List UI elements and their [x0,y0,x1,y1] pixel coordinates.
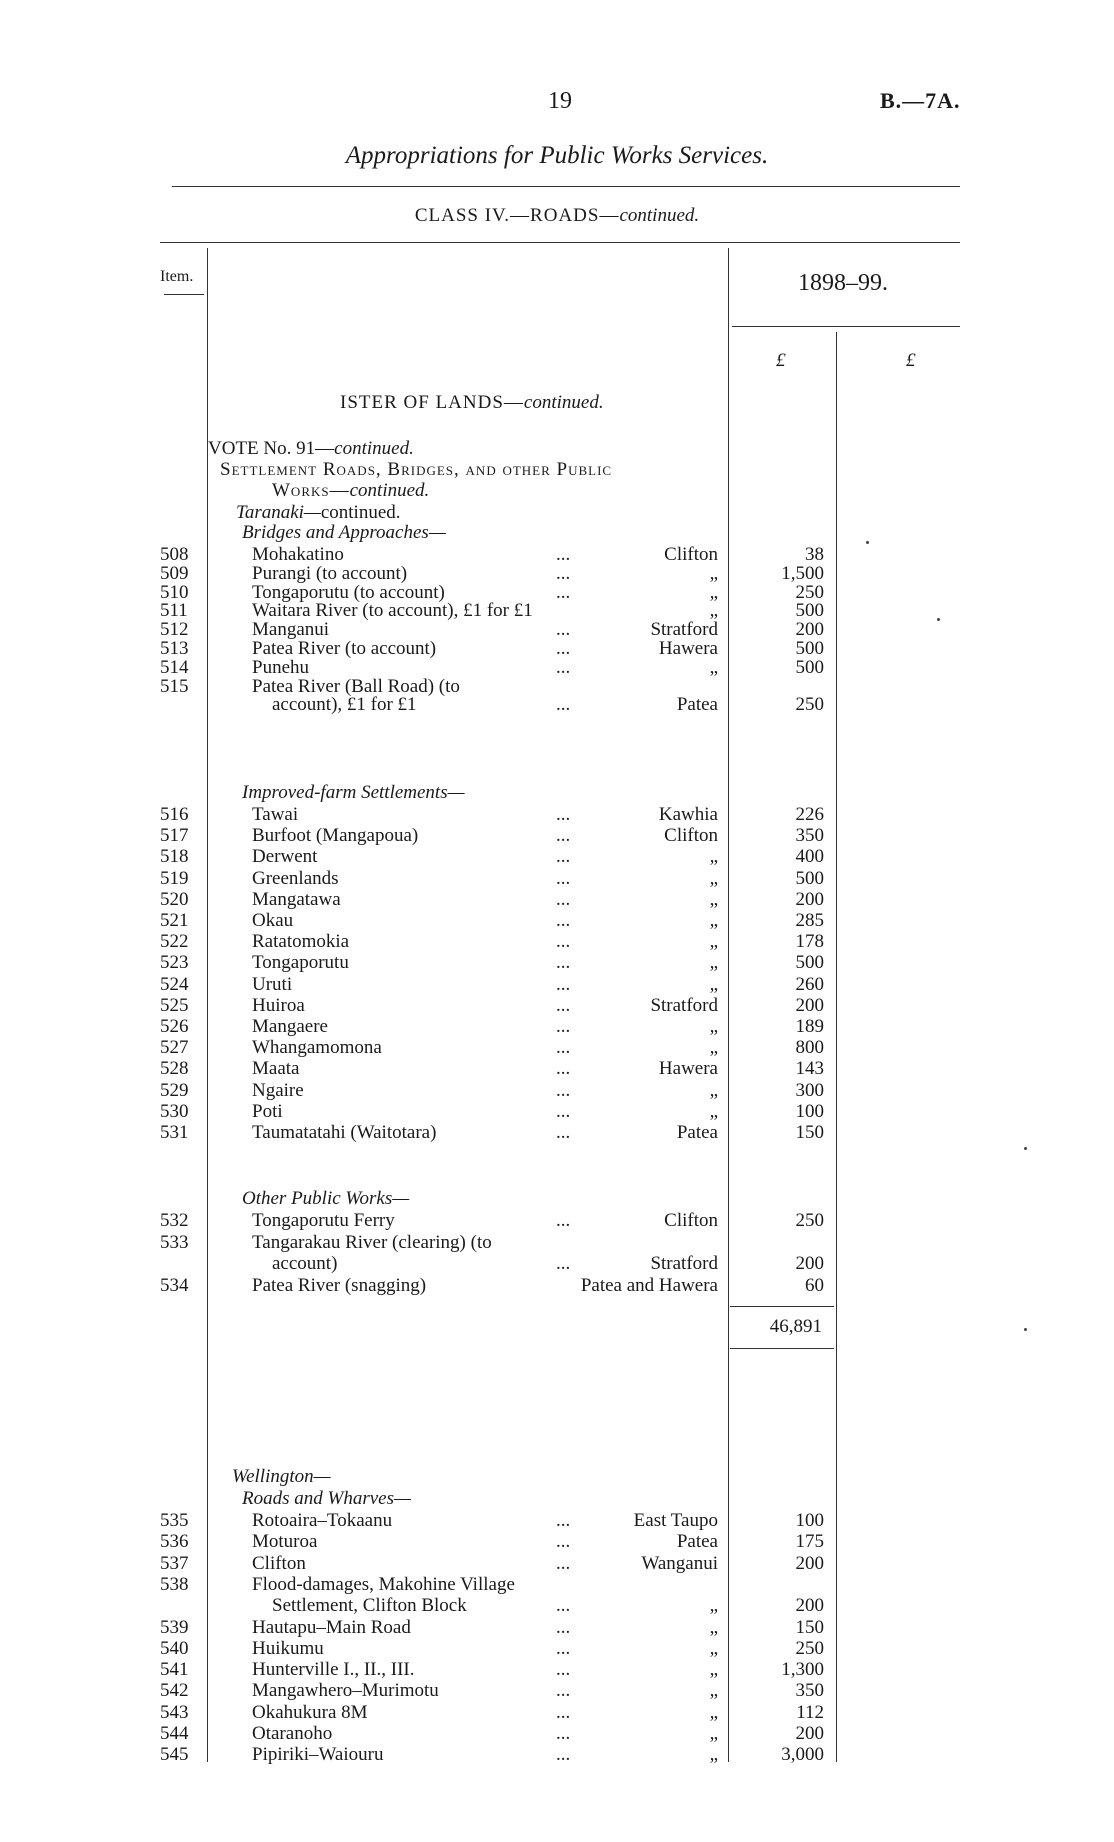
leader-dots: ... [556,1637,571,1659]
item-number: 514 [160,656,189,678]
item-location: „ [709,562,718,584]
item-amount: 250 [795,581,824,603]
item-location: Patea [676,1122,718,1143]
item-number: 538 [160,1573,189,1595]
leader-dots: ... [556,1037,571,1059]
item-description: Huiroa [252,994,305,1016]
item-description: Mangatawa [252,888,341,910]
table-row [0,1037,1114,1059]
item-number: 518 [160,846,189,868]
table-row [0,1016,1114,1038]
item-description: Pipiriki–Waiouru [252,1744,384,1766]
item-number: 534 [160,1274,189,1296]
item-number: 540 [160,1637,189,1659]
table-row [0,1101,1114,1123]
total-rule-top [730,1306,834,1307]
item-number: 528 [160,1058,189,1080]
item-description: Ratatomokia [252,931,350,953]
item-number: 521 [160,910,189,931]
item-number: 541 [160,1659,189,1681]
table-row [0,1680,1114,1702]
leader-dots: ... [556,1701,571,1723]
leader-dots: ... [556,1510,571,1531]
scan-speck [1024,1328,1027,1331]
item-number: 509 [160,562,189,584]
leader-dots: ... [556,867,571,889]
leader-dots: ... [556,562,571,584]
item-amount: 60 [805,1274,824,1296]
vote-heading-works: Works— [272,480,350,501]
item-number: 539 [160,1616,189,1638]
table-row [0,1553,1114,1575]
item-description: Huikumu [252,1637,324,1659]
item-description: Settlement, Clifton Block [272,1595,467,1617]
scan-speck [937,618,940,621]
leader-dots: ... [556,994,571,1016]
item-number: 515 [160,675,189,697]
page-title: Appropriations for Public Works Services. [345,142,769,169]
leader-dots: ... [556,952,571,974]
item-location: „ [709,1744,718,1766]
item-amount: 1,300 [781,1659,824,1681]
item-number: 535 [160,1510,189,1531]
leader-dots: ... [556,544,571,565]
document-reference: B.—7A. [880,88,961,113]
item-location: Kawhia [658,804,718,825]
item-amount: 250 [795,1210,824,1231]
item-amount: 100 [795,1510,824,1531]
item-location: „ [709,1637,718,1659]
item-description: Poti [252,1100,283,1122]
table-row [0,910,1114,932]
item-description: Moturoa [252,1531,318,1553]
item-amount: 200 [795,1552,824,1574]
item-amount: 250 [795,694,824,716]
item-description: Otaranoho [252,1723,333,1744]
table-row [0,868,1114,890]
item-description: Tongaporutu Ferry [252,1210,395,1231]
item-location: Patea [676,1531,718,1553]
item-amount: 200 [795,1723,824,1744]
item-number: 533 [160,1231,189,1253]
item-location: „ [709,1100,718,1122]
table-row [0,1531,1114,1553]
leader-dots: ... [556,910,571,931]
item-description: Punehu [252,656,309,678]
item-description: Mohakatino [252,544,344,565]
leader-dots: ... [556,825,571,847]
item-number: 511 [160,600,188,622]
leader-dots: ... [556,1058,571,1080]
leader-dots: ... [556,656,571,678]
item-amount: 200 [795,1253,824,1274]
item-number: 522 [160,931,189,953]
item-amount: 500 [795,867,824,889]
leader-dots: ... [556,1253,571,1274]
item-number: 508 [160,544,189,565]
leader-dots: ... [556,1680,571,1702]
item-amount: 178 [795,931,824,953]
item-amount: 200 [795,888,824,910]
leader-dots: ... [556,1100,571,1122]
item-column-header: Item. [160,268,194,285]
item-number: 520 [160,888,189,910]
item-number: 524 [160,973,189,995]
table-row [0,1702,1114,1724]
item-description: Manganui [252,619,330,641]
item-location: „ [709,600,718,622]
vote-heading-continued: continued. [349,480,430,501]
item-number: 537 [160,1552,189,1574]
group-heading-text: Roads and Wharves— [242,1488,411,1509]
item-amount: 1,500 [781,562,824,584]
item-number: 536 [160,1531,189,1553]
item-location: Patea and Hawera [580,1274,718,1296]
item-amount: 175 [795,1531,824,1553]
table-row [0,1253,1114,1275]
item-amount: 3,000 [781,1744,824,1766]
item-description: Derwent [252,846,318,868]
leader-dots: ... [556,619,571,641]
currency-right: £ [906,350,916,371]
item-amount: 300 [795,1079,824,1101]
item-description: Maata [252,1058,300,1080]
item-location: Patea [676,694,718,716]
leader-dots: ... [556,694,571,716]
item-location: Wanganui [641,1552,718,1574]
leader-dots: ... [556,931,571,953]
item-amount: 112 [796,1701,824,1723]
item-description: Hautapu–Main Road [252,1616,411,1638]
leader-dots: ... [556,1079,571,1101]
item-amount: 500 [795,600,824,622]
item-amount: 150 [795,1122,824,1143]
item-number: 531 [160,1122,189,1143]
item-description: Uruti [252,973,293,995]
item-location: „ [709,656,718,678]
item-location: Stratford [650,1253,718,1274]
item-description: Whangamomona [252,1037,382,1059]
table-row [0,952,1114,974]
leader-dots: ... [556,1723,571,1744]
item-location: Stratford [650,994,718,1016]
item-description: Patea River (Ball Road) (to [252,675,460,697]
item-amount: 150 [795,1616,824,1638]
item-amount: 226 [795,804,824,825]
table-row [0,1210,1114,1232]
table-row [0,1232,1114,1254]
item-description: account) [272,1253,338,1274]
item-amount: 250 [795,1637,824,1659]
item-number: 543 [160,1701,189,1723]
vote-number: VOTE No. 91— [208,438,335,459]
item-description: Purangi (to account) [252,562,408,584]
item-location: „ [709,867,718,889]
item-amount: 800 [795,1037,824,1059]
table-row [0,974,1114,996]
group-heading-text: Other Public Works— [242,1188,410,1209]
table-row [0,1723,1114,1745]
item-location: „ [709,973,718,995]
scan-speck [1024,1147,1027,1150]
currency-left: £ [776,350,786,371]
item-location: „ [709,846,718,868]
item-description: Tongaporutu [252,952,349,974]
item-amount: 189 [795,1016,824,1037]
item-description: Mangawhero–Murimotu [252,1680,439,1702]
item-amount: 200 [795,1595,824,1617]
item-location: Clifton [664,1210,718,1231]
leader-dots: ... [556,1659,571,1681]
item-description: Waitara River (to account), £1 for £1 [252,600,533,622]
vote-label [208,438,414,460]
item-location: „ [709,1616,718,1638]
region-taranaki-name: Taranaki— [236,502,321,523]
item-description: Clifton [252,1552,306,1574]
item-description: Rotoaira–Tokaanu [252,1510,393,1531]
table-row [0,1574,1114,1596]
item-location: „ [709,1016,718,1037]
leader-dots: ... [556,846,571,868]
item-description: Ngaire [252,1079,304,1101]
item-number: 510 [160,581,189,603]
leader-dots: ... [556,973,571,995]
leader-dots: ... [556,1016,571,1037]
item-amount: 200 [795,994,824,1016]
table-row [0,804,1114,826]
table-row [0,1122,1114,1144]
item-number: 517 [160,825,189,847]
leader-dots: ... [556,888,571,910]
item-location: „ [709,581,718,603]
item-description: Tongaporutu (to account) [252,581,445,603]
item-description: Okahukura 8M [252,1701,368,1723]
item-number: 545 [160,1744,189,1766]
taranaki-total: 46,891 [769,1316,822,1337]
page-number: 19 [548,88,572,114]
item-number: 519 [160,867,189,889]
item-description: Patea River (snagging) [252,1274,427,1296]
item-amount: 350 [795,825,824,847]
item-number: 523 [160,952,189,974]
item-location: Stratford [650,619,718,641]
region-taranaki [236,502,401,524]
item-number: 544 [160,1723,189,1744]
group-heading-text: Bridges and Approaches— [242,522,446,543]
leader-dots: ... [556,581,571,603]
item-number: 526 [160,1016,189,1037]
item-amount: 500 [795,656,824,678]
table-row [0,1638,1114,1660]
vote-heading-line2 [272,480,429,502]
leader-dots: ... [556,1616,571,1638]
item-amount: 200 [795,619,824,641]
total-rule-bottom [730,1348,834,1349]
item-description: account), £1 for £1 [272,694,417,716]
scan-speck [866,541,869,544]
class-continued: continued. [619,205,700,226]
header-rule [160,242,960,243]
table-row [0,1617,1114,1639]
item-location: „ [709,1659,718,1681]
item-amount: 400 [795,846,824,868]
item-description: Tawai [252,804,299,825]
item-number: 525 [160,994,189,1016]
table-row [0,846,1114,868]
item-description: Flood-damages, Makohine Village [252,1573,515,1595]
item-location: „ [709,1037,718,1059]
table-row [0,1595,1114,1617]
group-heading-other-works [242,1188,409,1210]
item-number: 516 [160,804,189,825]
item-location: „ [709,1079,718,1101]
item-location: „ [709,888,718,910]
item-amount: 500 [795,952,824,974]
item-location: „ [709,1701,718,1723]
item-number: 527 [160,1037,189,1059]
vote-heading-line1: Settlement Roads, Bridges, and other Public [220,459,613,480]
table-row [0,1058,1114,1080]
item-location: „ [709,910,718,931]
year-underline [732,326,960,327]
item-location: „ [709,1723,718,1744]
group-heading-bridges [242,522,446,544]
class-heading [0,205,1114,227]
item-description: Taumatatahi (Waitotara) [252,1122,437,1143]
item-number: 529 [160,1079,189,1101]
leader-dots: ... [556,638,571,659]
item-amount: 260 [795,973,824,995]
region-taranaki-continued: continued. [320,502,401,523]
table-row [0,889,1114,911]
item-location: „ [709,1680,718,1702]
vote-continued: continued. [334,438,414,459]
item-description: Tangarakau River (clearing) (to [252,1231,492,1253]
item-number: 542 [160,1680,189,1702]
item-number: 512 [160,619,189,641]
item-location: Hawera [658,638,718,659]
table-row [0,931,1114,953]
item-description: Mangaere [252,1016,328,1037]
item-location: Clifton [664,825,718,847]
item-amount: 285 [795,910,824,931]
item-amount: 100 [795,1100,824,1122]
title-rule [172,186,960,187]
section-title: ISTER OF LANDS— [340,392,524,413]
item-number: 513 [160,638,189,659]
leader-dots: ... [556,1210,571,1231]
leader-dots: ... [556,1122,571,1143]
year-heading: 1898–99. [798,270,888,296]
item-number: 532 [160,1210,189,1231]
table-row [0,1080,1114,1102]
table-row [0,1275,1114,1297]
item-amount: 500 [795,638,824,659]
group-heading-improved-farm [242,782,465,804]
item-location: „ [709,931,718,953]
item-description: Patea River (to account) [252,638,437,659]
table-row [0,1744,1114,1766]
item-number: 530 [160,1100,189,1122]
item-location: „ [709,1595,718,1617]
item-description: Hunterville I., II., III. [252,1659,415,1681]
item-amount: 38 [805,544,824,565]
leader-dots: ... [556,1531,571,1553]
item-description: Greenlands [252,867,339,889]
leader-dots: ... [556,1744,571,1766]
class-label: CLASS IV.—ROADS— [414,205,620,226]
item-amount: 143 [795,1058,824,1080]
table-row [0,825,1114,847]
table-row [0,1510,1114,1532]
region-wellington-name: Wellington— [232,1466,331,1487]
item-location: Hawera [658,1058,718,1080]
section-continued: continued. [523,392,604,413]
group-heading-text: Improved-farm Settlements— [242,782,465,803]
leader-dots: ... [556,1552,571,1574]
table-row [0,694,1114,716]
table-row [0,995,1114,1017]
item-amount: 350 [795,1680,824,1702]
leader-dots: ... [556,804,571,825]
item-location: Clifton [664,544,718,565]
item-location: East Taupo [633,1510,718,1531]
item-header-underline [164,294,204,295]
item-description: Burfoot (Mangapoua) [252,825,419,847]
group-heading-roads-wharves [242,1488,411,1510]
item-location: „ [709,952,718,974]
item-description: Okau [252,910,294,931]
leader-dots: ... [556,1595,571,1617]
section-heading [340,392,604,414]
table-row [0,1659,1114,1681]
region-wellington [232,1466,331,1488]
